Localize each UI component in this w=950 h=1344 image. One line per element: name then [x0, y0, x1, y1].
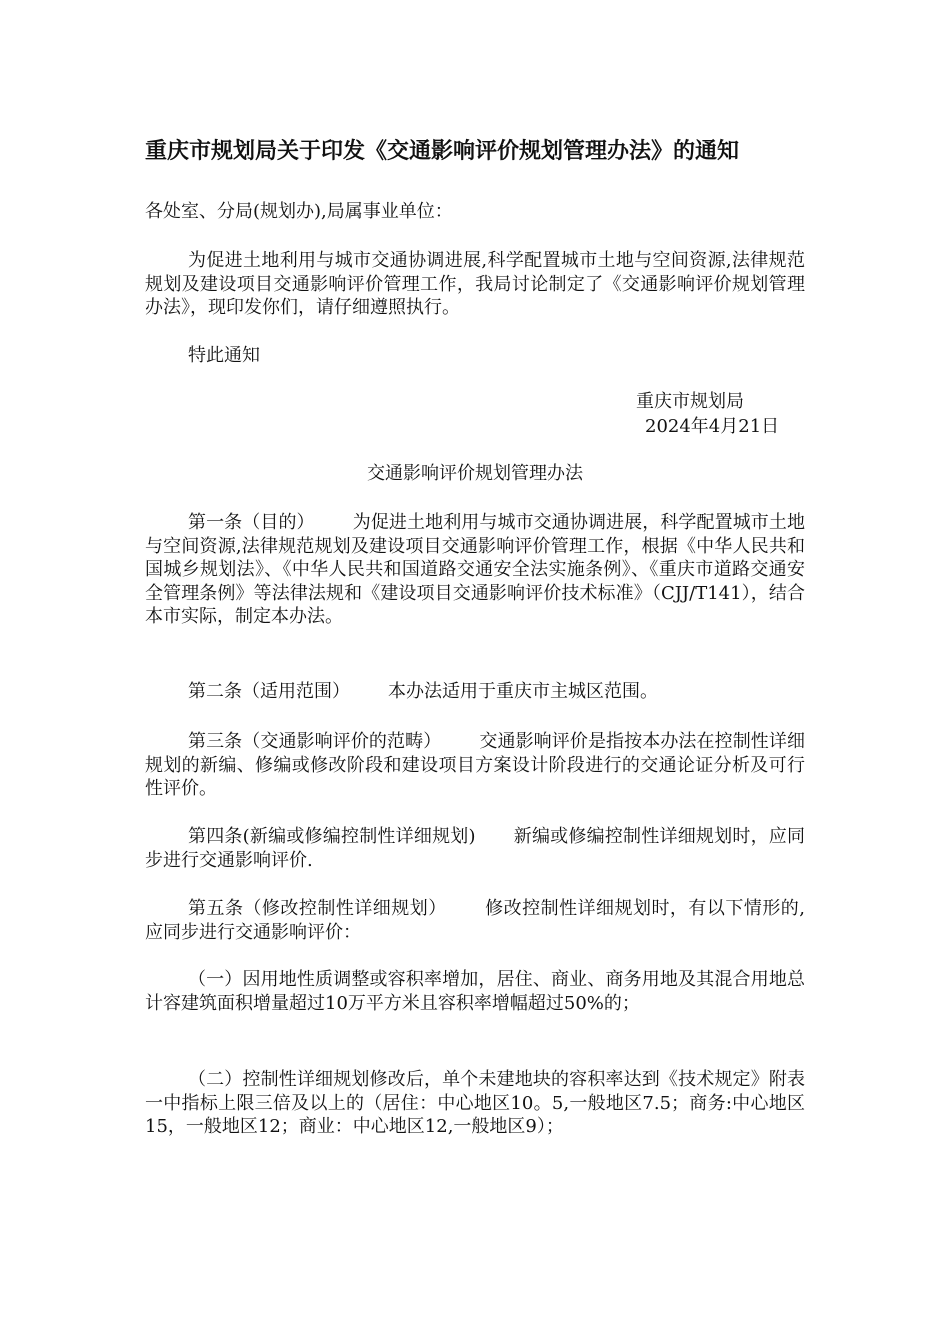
article-4-text: 新编或修编控制性详细规划时，应同步进行交通影响评价.	[145, 826, 806, 871]
article-5	[145, 897, 805, 944]
issue-date: 2024年4月21日	[645, 416, 780, 437]
article-2	[145, 680, 805, 704]
item-2: （二）控制性详细规划修改后，单个未建地块的容积率达到《技术规定》附表一中指标上限三倍及以上的（居住：中心地区10。5,一般地区7.5；商务:中心地区15，一般地区12；商业：中心地区12,一般地区9）；	[145, 1069, 805, 1137]
closing: 特此通知	[188, 345, 260, 366]
article-5-heading: 第五条（修改控制性详细规划）	[188, 898, 447, 919]
article-1-text: 为促进土地利用与城市交通协调进展，科学配置城市土地与空间资源,法律规范规划及建设项目交通影响评价管理工作，根据《中华人民共和国城乡规划法》、《中华人民共和国道路交通安全法实施条例》、《重庆市道路交通安全管理条例》等法律法规和《建设项目交通影响评价技术标准》（CJJ/T141），结合本市实际，制定本办法。	[145, 512, 805, 627]
measures-title: 交通影响评价规划管理办法	[367, 463, 583, 484]
article-3-text: 交通影响评价是指按本办法在控制性详细规划的新编、修编或修改阶段和建设项目方案设计阶段进行的交通论证分析及可行性评价。	[145, 731, 805, 799]
item-1: （一）因用地性质调整或容积率增加，居住、商业、商务用地及其混合用地总计容建筑面积增量超过10万平方米且容积率增幅超过50%的；	[145, 969, 805, 1014]
issuer: 重庆市规划局	[636, 391, 744, 412]
article-3	[145, 730, 805, 801]
article-1	[145, 511, 805, 629]
article-1-heading: 第一条（目的）	[188, 512, 315, 533]
notice-title: 重庆市规划局关于印发《交通影响评价规划管理办法》的通知	[145, 139, 740, 164]
article-5-text: 修改控制性详细规划时，有以下情形的,应同步进行交通影响评价：	[145, 898, 805, 943]
article-2-heading: 第二条（适用范围）	[188, 681, 350, 702]
salutation: 各处室、分局(规划办),局属事业单位：	[145, 201, 453, 222]
notice-body: 为促进土地利用与城市交通协调进展,科学配置城市土地与空间资源,法律规范规划及建设项目交通影响评价管理工作，我局讨论制定了《交通影响评价规划管理办法》，现印发你们，请仔细遵照执行。	[145, 250, 805, 318]
article-2-text: 本办法适用于重庆市主城区范围。	[388, 681, 658, 702]
article-4-heading: 第四条(新编或修编控制性详细规划)	[188, 826, 476, 847]
article-4	[145, 825, 805, 872]
article-3-heading: 第三条（交通影响评价的范畴）	[188, 731, 442, 752]
